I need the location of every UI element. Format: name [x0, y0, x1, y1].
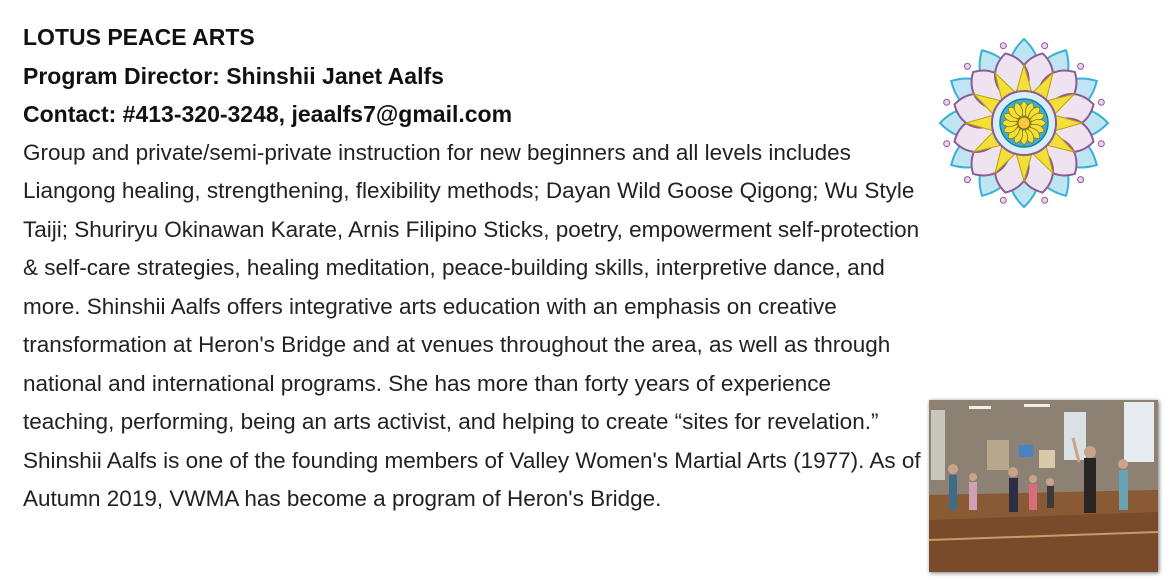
org-name-heading: LOTUS PEACE ARTS	[23, 24, 255, 50]
program-listing	[23, 18, 923, 519]
lotus-mandala-logo	[938, 34, 1110, 212]
dance-class-photo	[929, 400, 1158, 572]
program-director-line: Program Director: Shinshii Janet Aalfs	[23, 62, 444, 89]
program-description: Group and private/semi-private instruction for new beginners and all levels includes Liangong healing, strengthening, flexibility methods; Dayan Wild Goose Qigong; Wu Style Taiji; Shuriryu Okinawan Karate, Arnis Filipino Sticks, poetry, empowerment self-protection & self-care strategies, healing meditation, peace-building skills, interpretive dance, and more. Shinshii Aalfs offers integrative arts education with an emphasis on creative transformation at Heron's Bridge and at venues throughout the area, as well as through national and international programs. She has more than forty years of experience teaching, performing, being an arts activist, and helping to create “sites for revelation.” Shinshii Aalfs is one of the founding members of Valley Women's Martial Arts (1977). As of Autumn 2019, VWMA has become a program of Heron's Bridge.	[23, 139, 921, 511]
contact-line: Contact: #413-320-3248, jeaalfs7@gmail.com	[23, 101, 513, 127]
